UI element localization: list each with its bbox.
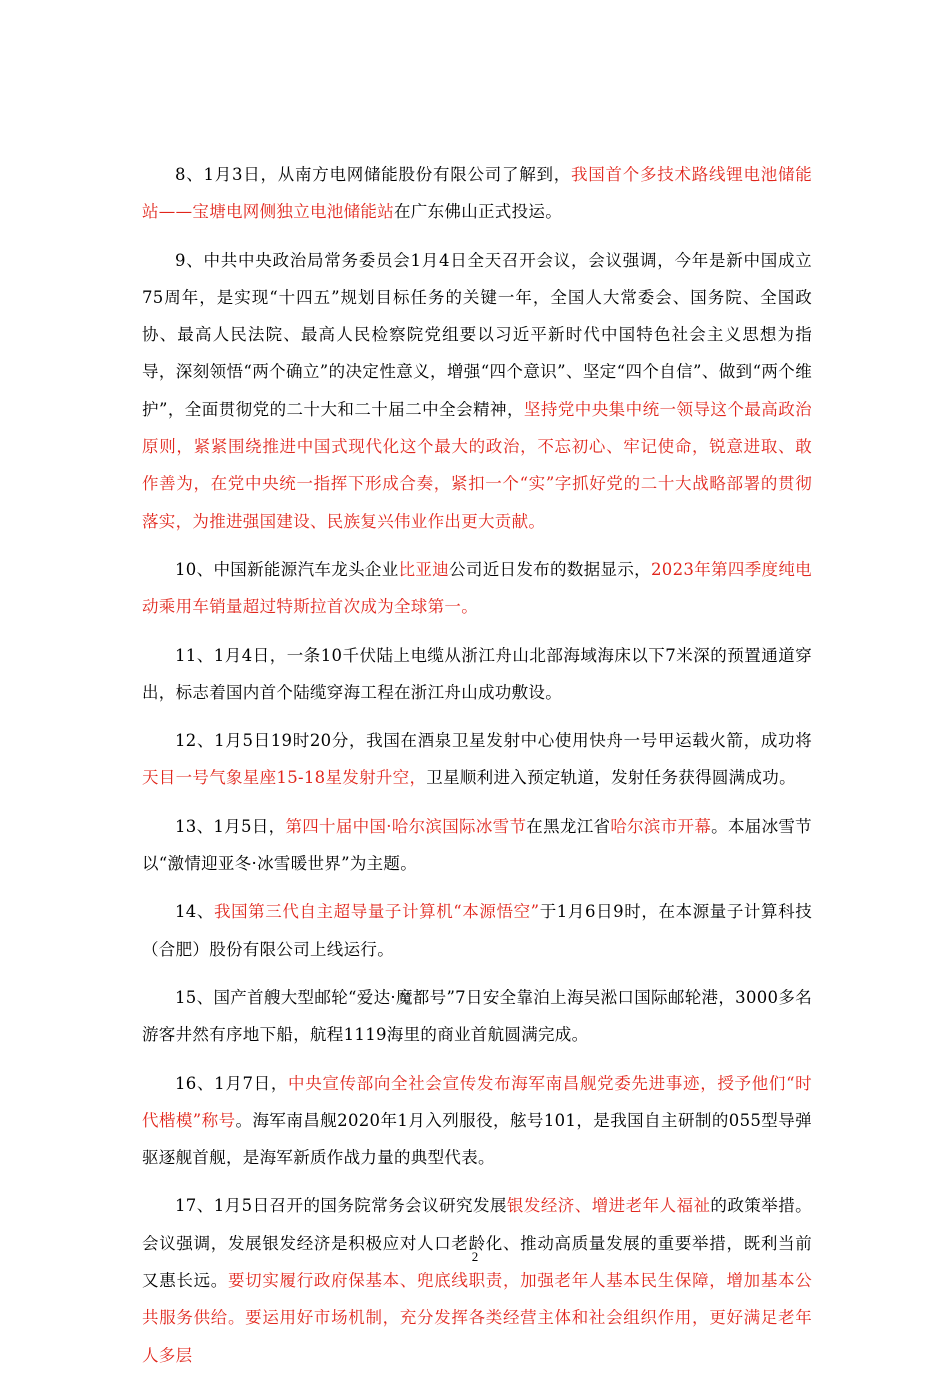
item-17-highlight-1: 银发经济、增进老年人福祉 bbox=[506, 1196, 711, 1216]
item-12-text-1: 12、1月5日19时20分，我国在酒泉卫星发射中心使用快舟一号甲运载火箭，成功将 bbox=[175, 731, 812, 751]
item-10-highlight-1: 比亚迪 bbox=[398, 559, 450, 579]
news-item-13 bbox=[142, 808, 812, 883]
item-14-text-2: 于1月6日9时，在本源量子计算科技（合肥）股份有限公司上线运行。 bbox=[142, 902, 812, 959]
item-13-text-2: 在黑龙江省 bbox=[526, 816, 611, 836]
news-item-17 bbox=[142, 1187, 812, 1373]
item-14-text-1: 14、 bbox=[175, 902, 214, 922]
item-13-text-1: 13、1月5日， bbox=[175, 816, 286, 836]
page-body bbox=[142, 156, 812, 1385]
page-number: 2 bbox=[471, 1249, 479, 1264]
item-9-text-1: 9、中共中央政治局常务委员会1月4日全天召开会议，会议强调，今年是新中国成立75周年，是实现“十四五”规划目标任务的关键一年，全国人大常委会、国务院、全国政协、最高人民法院、最高人民检察院党组要以习近平新时代中国特色社会主义思想为指导，深刻领悟“两个确立”的决定性意义，增强“四个意识”、坚定“四个自信”、做到“两个维护”，全面贯彻党的二十大和二十届二中全会精神， bbox=[142, 250, 812, 419]
item-12-highlight-1: 天目一号气象星座15-18星发射升空， bbox=[142, 768, 427, 788]
news-item-14 bbox=[142, 893, 812, 968]
item-10-highlight-2: 2023年第四季度纯电动乘用车销量超过特斯拉首次成为全球第一。 bbox=[142, 559, 812, 617]
item-17-text-2: 的政策举措。会议强调，发展银发经济是积极应对人口老龄化、推动高质量发展的重要举措，既利当前又惠长远。 bbox=[142, 1196, 812, 1291]
item-8-highlight-1: 我国首个多技术路线锂电池储能站——宝塘电网侧独立电池储能站 bbox=[142, 165, 812, 222]
item-8-text-1: 8、1月3日，从南方电网储能股份有限公司了解到， bbox=[175, 165, 571, 184]
item-13-highlight-2: 哈尔滨市开幕 bbox=[610, 816, 712, 836]
news-item-16 bbox=[142, 1065, 812, 1177]
news-item-9 bbox=[142, 242, 812, 540]
item-15-text-1: 15、国产首艘大型邮轮“爱达·魔都号”7日安全靠泊上海吴淞口国际邮轮港，3000多名游客井然有序地下船，航程1119海里的商业首航圆满完成。 bbox=[142, 987, 812, 1045]
item-16-highlight-1: 中央宣传部向全社会宣传发布海军南昌舰党委先进事迹，授予他们“时代楷模”称号 bbox=[142, 1073, 812, 1130]
item-17-text-1: 17、1月5日召开的国务院常务会议研究发展 bbox=[175, 1196, 507, 1216]
item-17-highlight-2: 要切实履行政府保基本、兜底线职责，加强老年人基本民生保障，增加基本公共服务供给。要运用好市场机制，充分发挥各类经营主体和社会组织作用，更好满足老年人多层 bbox=[142, 1271, 813, 1365]
item-12-text-2: 卫星顺利进入预定轨道，发射任务获得圆满成功。 bbox=[426, 768, 796, 788]
news-item-10 bbox=[142, 551, 812, 626]
item-8-text-2: 在广东佛山正式投运。 bbox=[394, 202, 562, 222]
news-item-8 bbox=[142, 156, 812, 231]
news-item-12 bbox=[142, 722, 812, 797]
item-11-text-1: 11、1月4日，一条10千伏陆上电缆从浙江舟山北部海域海床以下7米深的预置通道穿出，标志着国内首个陆缆穿海工程在浙江舟山成功敷设。 bbox=[142, 645, 812, 702]
item-16-text-2: 。海军南昌舰2020年1月入列服役，舷号101，是我国自主研制的055型导弹驱逐舰首舰，是海军新质作战力量的典型代表。 bbox=[142, 1110, 812, 1168]
item-9-highlight-1: 坚持党中央集中统一领导这个最高政治原则，紧紧围绕推进中国式现代化这个最大的政治，不忘初心、牢记使命，锐意进取、敢作善为，在党中央统一指挥下形成合奏，紧扣一个“实”字抓好党的二十大战略部署的贯彻落实，为推进强国建设、民族复兴伟业作出更大贡献。 bbox=[142, 399, 812, 531]
item-13-highlight-1: 第四十届中国·哈尔滨国际冰雪节 bbox=[285, 816, 527, 836]
news-item-11 bbox=[142, 637, 812, 712]
item-14-highlight-1: 我国第三代自主超导量子计算机“本源悟空” bbox=[213, 902, 540, 922]
item-16-text-1: 16、1月7日， bbox=[175, 1073, 289, 1093]
item-10-text-1: 10、中国新能源汽车龙头企业 bbox=[175, 559, 399, 579]
news-item-15 bbox=[142, 979, 812, 1054]
item-10-text-2: 公司近日发布的数据显示， bbox=[449, 559, 651, 579]
item-13-text-3: 。本届冰雪节以“激情迎亚冬·冰雪暖世界”为主题。 bbox=[142, 816, 812, 874]
